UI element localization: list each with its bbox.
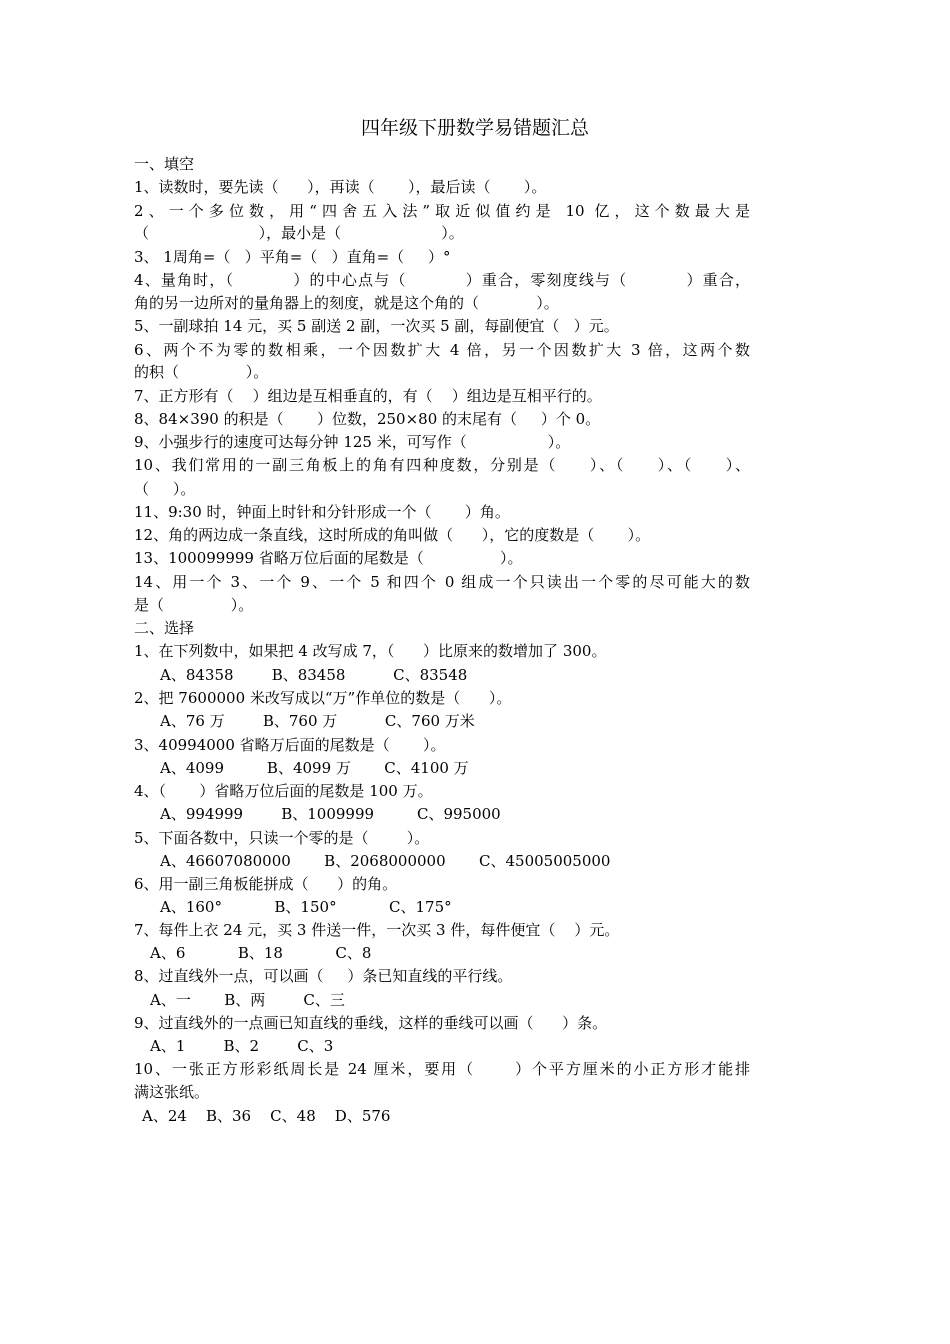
question-line: 7、每件上衣 24 元，买 3 件送一件，一次买 3 件，每件便宜（ ）元。 bbox=[134, 921, 620, 939]
section-heading-fill-blank: 一、填空 bbox=[134, 155, 195, 173]
option-line: A、994999 B、1009999 C、995000 bbox=[160, 805, 501, 823]
option-line: A、4099 B、4099 万 C、4100 万 bbox=[160, 759, 469, 777]
option-line: A、46607080000 B、2068000000 C、45005005000 bbox=[160, 852, 611, 870]
question-line: 8、84×390 的积是（ ）位数，250×80 的末尾有（ ）个 0。 bbox=[134, 410, 601, 428]
question-line: 满这张纸。 bbox=[134, 1083, 210, 1101]
question-line: 3、40994000 省略万后面的尾数是（ ）。 bbox=[134, 736, 446, 754]
option-line: A、一 B、两 C、三 bbox=[150, 991, 345, 1009]
question-line: 3、 1周角=（ ）平角=（ ）直角=（ ）° bbox=[134, 248, 451, 266]
question-line: （ ）。 bbox=[134, 480, 196, 498]
question-line: 8、过直线外一点，可以画（ ）条已知直线的平行线。 bbox=[134, 967, 513, 985]
question-line: 6、用一副三角板能拼成（ ）的角。 bbox=[134, 875, 398, 893]
question-line: 是（ ）。 bbox=[134, 596, 254, 614]
section-heading-multiple-choice: 二、选择 bbox=[134, 619, 195, 637]
question-line: 12、角的两边成一条直线，这时所成的角叫做（ ），它的度数是（ ）。 bbox=[134, 526, 651, 544]
question-line: 2、一个多位数，用“四舍五入法”取近似值约是 10 亿，这个数最大是 bbox=[134, 202, 750, 220]
option-line: A、160° B、150° C、175° bbox=[160, 898, 452, 916]
question-line: （ ），最小是（ ）。 bbox=[134, 224, 464, 242]
question-line: 的积（ ）。 bbox=[134, 363, 269, 381]
question-line: 14、用一个 3、一个 9、一个 5 和四个 0 组成一个只读出一个零的尽可能大的数 bbox=[134, 573, 750, 591]
question-line: 9、小强步行的速度可达每分钟 125 米，可写作（ ）。 bbox=[134, 433, 571, 451]
question-line: 6、两个不为零的数相乘，一个因数扩大 4 倍，另一个因数扩大 3 倍，这两个数 bbox=[134, 341, 750, 359]
question-line: 10、一张正方形彩纸周长是 24 厘米，要用（ ）个平方厘米的小正方形才能排 bbox=[134, 1060, 750, 1078]
question-line: 13、100099999 省略万位后面的尾数是（ ）。 bbox=[134, 549, 523, 567]
option-line: A、24 B、36 C、48 D、576 bbox=[142, 1107, 391, 1125]
question-line: 4、（ ）省略万位后面的尾数是 100 万。 bbox=[134, 782, 433, 800]
question-line: 5、下面各数中，只读一个零的是（ ）。 bbox=[134, 829, 430, 847]
question-line: 4、量角时，（ ）的中心点与（ ）重合，零刻度线与（ ）重合， bbox=[134, 271, 750, 289]
question-line: 角的另一边所对的量角器上的刻度，就是这个角的（ ）。 bbox=[134, 294, 559, 312]
question-line: 9、过直线外的一点画已知直线的垂线，这样的垂线可以画（ ）条。 bbox=[134, 1014, 608, 1032]
question-line: 10、我们常用的一副三角板上的角有四种度数，分别是（ ）、（ ）、（ ）、 bbox=[134, 456, 750, 474]
option-line: A、1 B、2 C、3 bbox=[150, 1037, 334, 1055]
question-line: 1、在下列数中，如果把 4 改写成 7，（ ）比原来的数增加了 300。 bbox=[134, 642, 607, 660]
option-line: A、76 万 B、760 万 C、760 万米 bbox=[160, 712, 475, 730]
option-line: A、6 B、18 C、8 bbox=[150, 944, 372, 962]
option-line: A、84358 B、83458 C、83548 bbox=[160, 666, 468, 684]
document-title: 四年级下册数学易错题汇总 bbox=[360, 117, 589, 139]
question-line: 5、一副球拍 14 元，买 5 副送 2 副，一次买 5 副，每副便宜（ ）元。 bbox=[134, 317, 619, 335]
question-line: 1、读数时，要先读（ ），再读（ ），最后读（ ）。 bbox=[134, 178, 547, 196]
question-line: 11、9:30 时，钟面上时针和分针形成一个（ ）角。 bbox=[134, 503, 510, 521]
question-line: 7、正方形有（ ）组边是互相垂直的，有（ ）组边是互相平行的。 bbox=[134, 387, 602, 405]
question-line: 2、把 7600000 米改写成以“万”作单位的数是（ ）。 bbox=[134, 689, 512, 707]
